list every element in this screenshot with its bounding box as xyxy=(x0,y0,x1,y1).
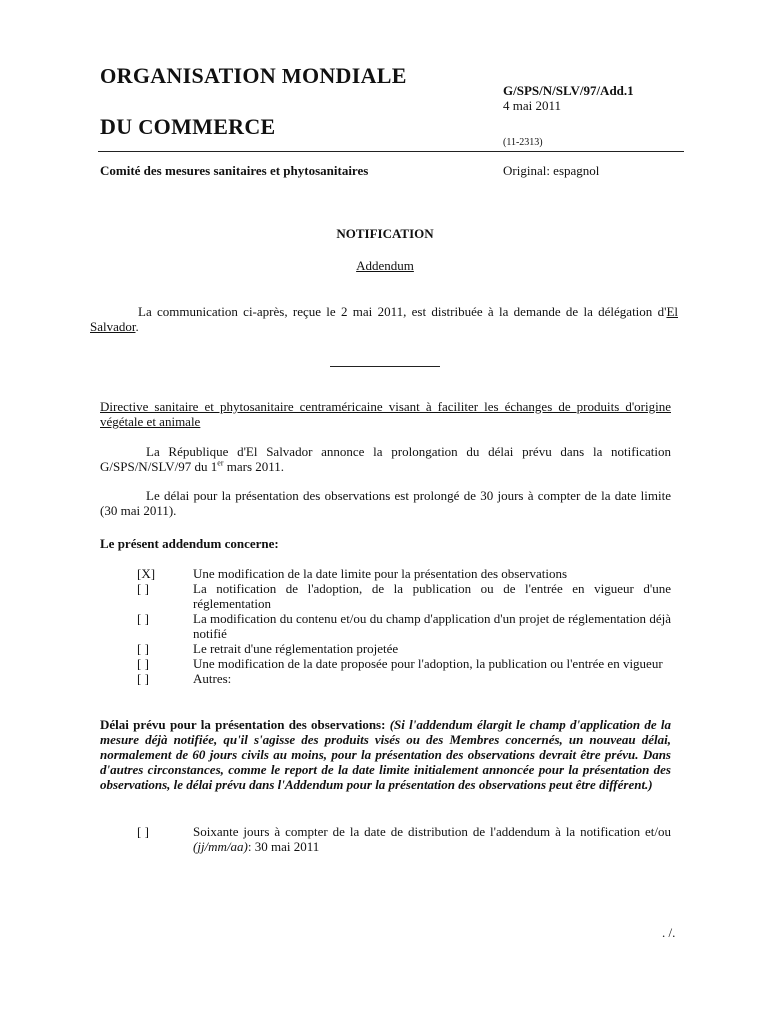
concerns-heading: Le présent addendum concerne: xyxy=(100,536,279,551)
checkbox-label: Le retrait d'une réglementation projetée xyxy=(193,641,399,656)
checkbox-marker: [ ] xyxy=(137,611,149,626)
checkbox-label: La notification de l'adoption, de la publication ou de l'entrée en vigueur d'une réglementation xyxy=(193,581,671,611)
checkbox-item xyxy=(137,566,671,581)
measure-subject: Directive sanitaire et phytosanitaire centraméricaine visant à faciliter les échanges de produits d'origine végétale et animale xyxy=(100,399,671,429)
checkbox-label: Une modification de la date limite pour la présentation des observations xyxy=(193,566,568,581)
comment-deadline-note: (Si l'addendum élargit le champ d'application de la mesure déjà notifiée, qu'il s'agisse des produits visés ou des Membres concernés, un nouveau délai, normalement de 60 jours civils au moins, pour la présentation des observations devrait être prévu. Dans d'autres circonstances, comme le report de la date limite initialement annoncée pour la présentation des observations, le délai prévu dans l'Addendum pour la présentation des observations peut être différent.) xyxy=(100,717,671,792)
continuation-mark: . /. xyxy=(662,925,676,940)
checkbox-list xyxy=(137,566,671,686)
document-reference xyxy=(503,83,634,150)
addendum-subtitle: Addendum xyxy=(356,258,414,273)
organisation-title-line-1: ORGANISATION MONDIALE xyxy=(100,63,407,88)
checkbox-marker: [ ] xyxy=(137,641,149,656)
checkbox-item xyxy=(137,611,671,641)
checkbox-marker: [ ] xyxy=(137,581,149,596)
document-number: (11-2313) xyxy=(503,137,543,148)
country-name: El Salvador xyxy=(90,304,678,334)
checkbox-label: La modification du contenu et/ou du champ d'application d'un projet de réglementation déjà notifié xyxy=(193,611,671,641)
checkbox-marker: [ ] xyxy=(137,656,149,671)
document-date: 4 mai 2011 xyxy=(503,98,562,113)
checkbox-item xyxy=(137,641,671,656)
comment-deadline-heading: Délai prévu pour la présentation des observations: xyxy=(100,717,386,732)
deadline-paragraph: Le délai pour la présentation des observations est prolongé de 30 jours à compter de la date limite (30 mai 2011). xyxy=(100,488,671,518)
organisation-title xyxy=(100,62,407,141)
checkbox-label: Une modification de la date proposée pour l'adoption, la publication ou l'entrée en vigueur xyxy=(193,656,663,671)
committee-name: Comité des mesures sanitaires et phytosanitaires xyxy=(100,163,369,178)
checkbox-marker: [ ] xyxy=(137,824,149,839)
organisation-title-line-2: DU COMMERCE xyxy=(100,114,276,139)
checkbox-item xyxy=(137,656,671,671)
sixty-days-label: Soixante jours à compter de la date de distribution de l'addendum à la notification et/ou (jj/mm/aa): 30 mai 2011 xyxy=(193,824,671,854)
comment-deadline-section xyxy=(100,717,671,792)
extension-paragraph: La République d'El Salvador annonce la prolongation du délai prévu dans la notification G/SPS/N/SLV/97 du 1er mars 2011. xyxy=(100,444,671,474)
header-rule xyxy=(98,151,684,152)
notification-title: NOTIFICATION xyxy=(336,226,434,241)
original-language: Original: espagnol xyxy=(503,163,600,178)
document-symbol: G/SPS/N/SLV/97/Add.1 xyxy=(503,83,634,98)
checkbox-label: Autres: xyxy=(193,671,232,686)
intro-paragraph: La communication ci-après, reçue le 2 mai 2011, est distribuée à la demande de la délégation d'El Salvador. xyxy=(90,304,678,334)
sixty-days-option xyxy=(137,824,671,854)
checkbox-item xyxy=(137,581,671,611)
separator-line xyxy=(0,355,770,370)
checkbox-marker: [ ] xyxy=(137,671,149,686)
checkbox-item xyxy=(137,671,671,686)
checkbox-marker: [X] xyxy=(137,566,156,581)
